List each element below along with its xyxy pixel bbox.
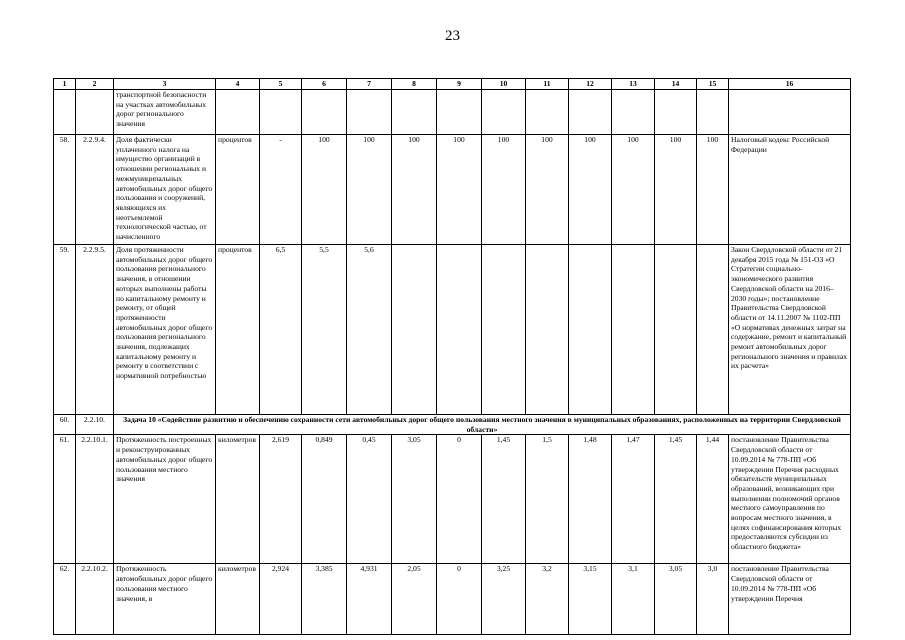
value-cell (260, 90, 302, 135)
value-cell: 0,45 (347, 435, 392, 564)
unit-cell: процентов (216, 245, 260, 415)
value-cell: 0,849 (302, 435, 347, 564)
indicators-table (53, 78, 851, 635)
column-header: 4 (216, 79, 260, 90)
value-cell: 100 (392, 135, 437, 245)
indicator-name: транспортной безопасности на участках автомобильных дорог регионального значения (114, 90, 216, 135)
value-cell: 3,0 (697, 564, 729, 635)
value-cell: 100 (569, 135, 612, 245)
page-number: 23 (445, 28, 460, 44)
value-cell: 5,5 (302, 245, 347, 415)
value-cell: 3,1 (612, 564, 655, 635)
value-cell: 100 (347, 135, 392, 245)
value-cell: 3,385 (302, 564, 347, 635)
value-cell (569, 245, 612, 415)
value-cell: 3,15 (569, 564, 612, 635)
value-cell: 1,45 (655, 435, 697, 564)
unit-cell (216, 90, 260, 135)
value-cell (612, 90, 655, 135)
column-header: 15 (697, 79, 729, 90)
value-cell (655, 245, 697, 415)
value-cell (612, 245, 655, 415)
row-number: 59. (54, 245, 76, 415)
source-document: постановление Правительства Свердловской области от 10.09.2014 № 778-ПП «Об утверждении Перечня расходных обязательств муниципальных образований, возникающих при выполнении полномочий органов местного самоуправления по вопросам местного значения, в целях софинансирования которых предоставляются субсидии из областного бюджета» (729, 435, 851, 564)
value-cell: 6,5 (260, 245, 302, 415)
column-header: 11 (526, 79, 569, 90)
row-code: 2.2.10.2. (76, 564, 114, 635)
value-cell (697, 90, 729, 135)
value-cell: 0 (437, 435, 482, 564)
column-header: 6 (302, 79, 347, 90)
column-header: 8 (392, 79, 437, 90)
column-header: 1 (54, 79, 76, 90)
value-cell: 1,44 (697, 435, 729, 564)
row-number: 60. (54, 415, 76, 435)
value-cell: 3,25 (482, 564, 526, 635)
unit-cell: километров (216, 435, 260, 564)
indicator-name: Доля протяженности автомобильных дорог общего пользования регионального значения, в отношении которых выполнены работы по капитальному ремонту и ремонту, от общей протяженности автомобильных дорог общего пользования регионального значения, подлежащих капитальному ремонту и ремонту в соответствии с нормативной потребностью (114, 245, 216, 415)
indicator-name: Протяженность автомобильных дорог общего пользования местного значения, в (114, 564, 216, 635)
row-code: 2.2.9.4. (76, 135, 114, 245)
column-header: 5 (260, 79, 302, 90)
value-cell (347, 90, 392, 135)
value-cell (569, 90, 612, 135)
row-code (76, 90, 114, 135)
table-row (54, 90, 851, 135)
column-header: 10 (482, 79, 526, 90)
source-document: Налоговый кодекс Российской Федерации (729, 135, 851, 245)
value-cell: 1,48 (569, 435, 612, 564)
value-cell: 1,47 (612, 435, 655, 564)
value-cell (302, 90, 347, 135)
unit-cell: процентов (216, 135, 260, 245)
column-header: 16 (729, 79, 851, 90)
value-cell: 100 (437, 135, 482, 245)
value-cell: 100 (655, 135, 697, 245)
value-cell: 100 (302, 135, 347, 245)
value-cell: - (260, 135, 302, 245)
value-cell: 3,05 (655, 564, 697, 635)
source-document: Закон Свердловской области от 21 декабря 2015 года № 151-ОЗ «О Стратегии социально-экономического развития Свердловской области на 2016–2030 годы»; постановление Правительства Свердловской области от 14.11.2007 № 1102-ПП «О нормативах денежных затрат на содержание, ремонт и капитальный ремонт автомобильных дорог регионального значения и правилах их расчета» (729, 245, 851, 415)
row-number (54, 90, 76, 135)
table-row (54, 435, 851, 564)
indicator-name: Доля фактически уплаченного налога на имущество организаций в отношении региональных и межмуниципальных автомобильных дорог общего пользования и сооружений, являющихся их неотъемлемой технологической частью, от начисленного (114, 135, 216, 245)
table-row (54, 564, 851, 635)
value-cell: 4,931 (347, 564, 392, 635)
value-cell: 1,5 (526, 435, 569, 564)
value-cell (482, 245, 526, 415)
column-header: 12 (569, 79, 612, 90)
value-cell: 2,05 (392, 564, 437, 635)
value-cell: 100 (526, 135, 569, 245)
value-cell (482, 90, 526, 135)
unit-cell: километров (216, 564, 260, 635)
value-cell: 0 (437, 564, 482, 635)
value-cell (437, 90, 482, 135)
value-cell: 100 (612, 135, 655, 245)
value-cell (697, 245, 729, 415)
table-row (54, 245, 851, 415)
table-row (54, 135, 851, 245)
value-cell: 3,05 (392, 435, 437, 564)
value-cell: 3,2 (526, 564, 569, 635)
column-header: 3 (114, 79, 216, 90)
task-heading: Задача 10 «Содействие развитию и обеспечению сохранности сети автомобильных дорог общего пользования местного значения в муниципальных образованиях, расположенных на территории Свердловской области» (114, 415, 851, 435)
column-header: 7 (347, 79, 392, 90)
source-document (729, 90, 851, 135)
value-cell (526, 245, 569, 415)
column-header: 9 (437, 79, 482, 90)
table-row (54, 415, 851, 435)
value-cell: 100 (482, 135, 526, 245)
value-cell (392, 245, 437, 415)
value-cell: 2,924 (260, 564, 302, 635)
row-number: 61. (54, 435, 76, 564)
row-number: 58. (54, 135, 76, 245)
value-cell (655, 90, 697, 135)
column-header: 14 (655, 79, 697, 90)
value-cell: 2,619 (260, 435, 302, 564)
column-header: 2 (76, 79, 114, 90)
value-cell: 1,45 (482, 435, 526, 564)
indicator-name: Протяженность построенных и реконструированных автомобильных дорог общего пользования местного значения (114, 435, 216, 564)
row-code: 2.2.10.1. (76, 435, 114, 564)
value-cell (526, 90, 569, 135)
row-code: 2.2.10. (76, 415, 114, 435)
value-cell (437, 245, 482, 415)
row-code: 2.2.9.5. (76, 245, 114, 415)
value-cell: 5,6 (347, 245, 392, 415)
header-row (54, 79, 851, 90)
value-cell (392, 90, 437, 135)
column-header: 13 (612, 79, 655, 90)
row-number: 62. (54, 564, 76, 635)
value-cell: 100 (697, 135, 729, 245)
source-document: постановление Правительства Свердловской области от 10.09.2014 № 778-ПП «Об утверждении Перечня (729, 564, 851, 635)
